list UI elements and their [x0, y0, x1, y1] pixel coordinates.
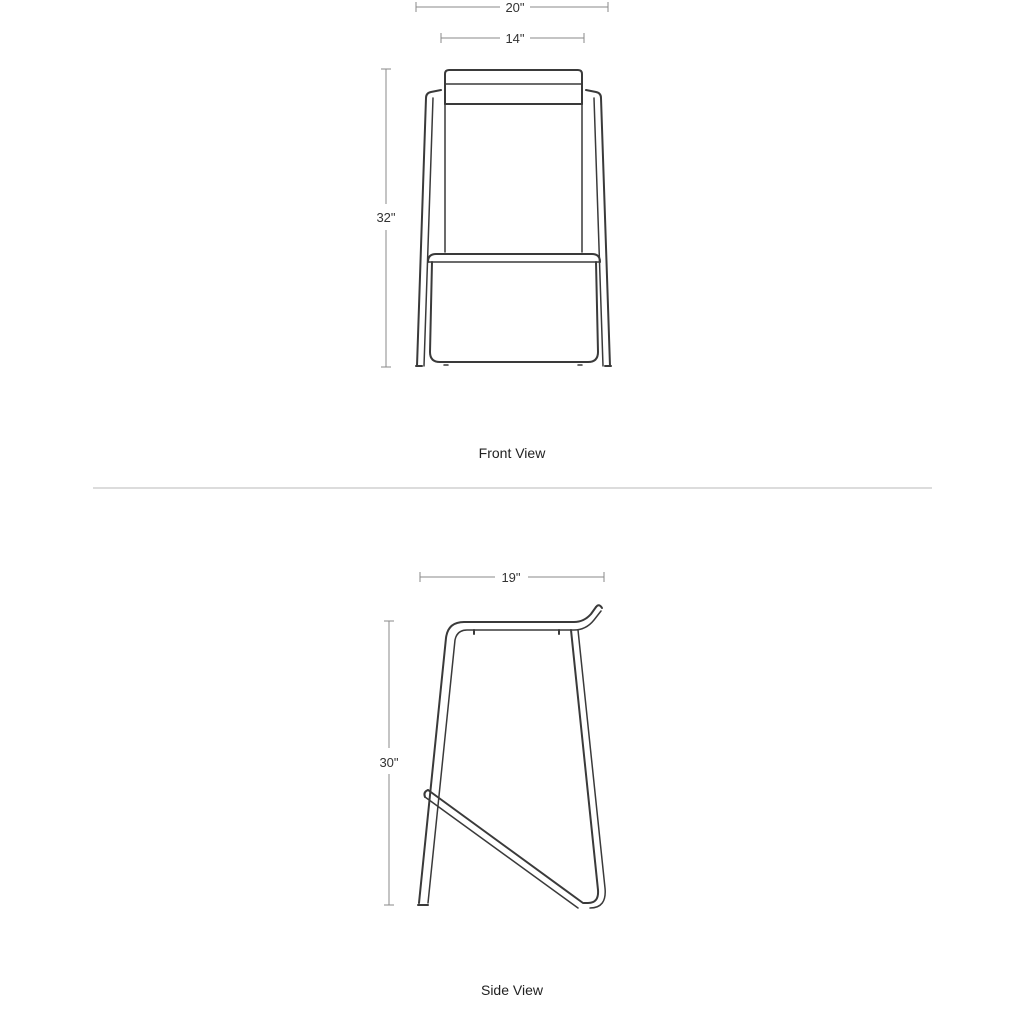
side-depth-label: 19" [501, 570, 521, 585]
side-depth-dimension [420, 570, 604, 585]
side-height-dimension [379, 621, 398, 905]
side-view-caption: Side View [480, 982, 544, 998]
front-view [376, 0, 611, 461]
front-seat-width-label: 14" [505, 31, 525, 46]
front-view-caption: Front View [478, 445, 546, 461]
front-height-label: 32" [376, 210, 396, 225]
front-seat-width-dimension [441, 31, 584, 46]
stool-side-drawing [418, 605, 605, 908]
front-height-dimension [376, 69, 395, 367]
front-width-dimension [416, 0, 608, 15]
front-width-label: 20" [505, 0, 525, 15]
side-view [379, 570, 605, 998]
side-height-label: 30" [379, 755, 399, 770]
stool-front-drawing [416, 70, 611, 366]
